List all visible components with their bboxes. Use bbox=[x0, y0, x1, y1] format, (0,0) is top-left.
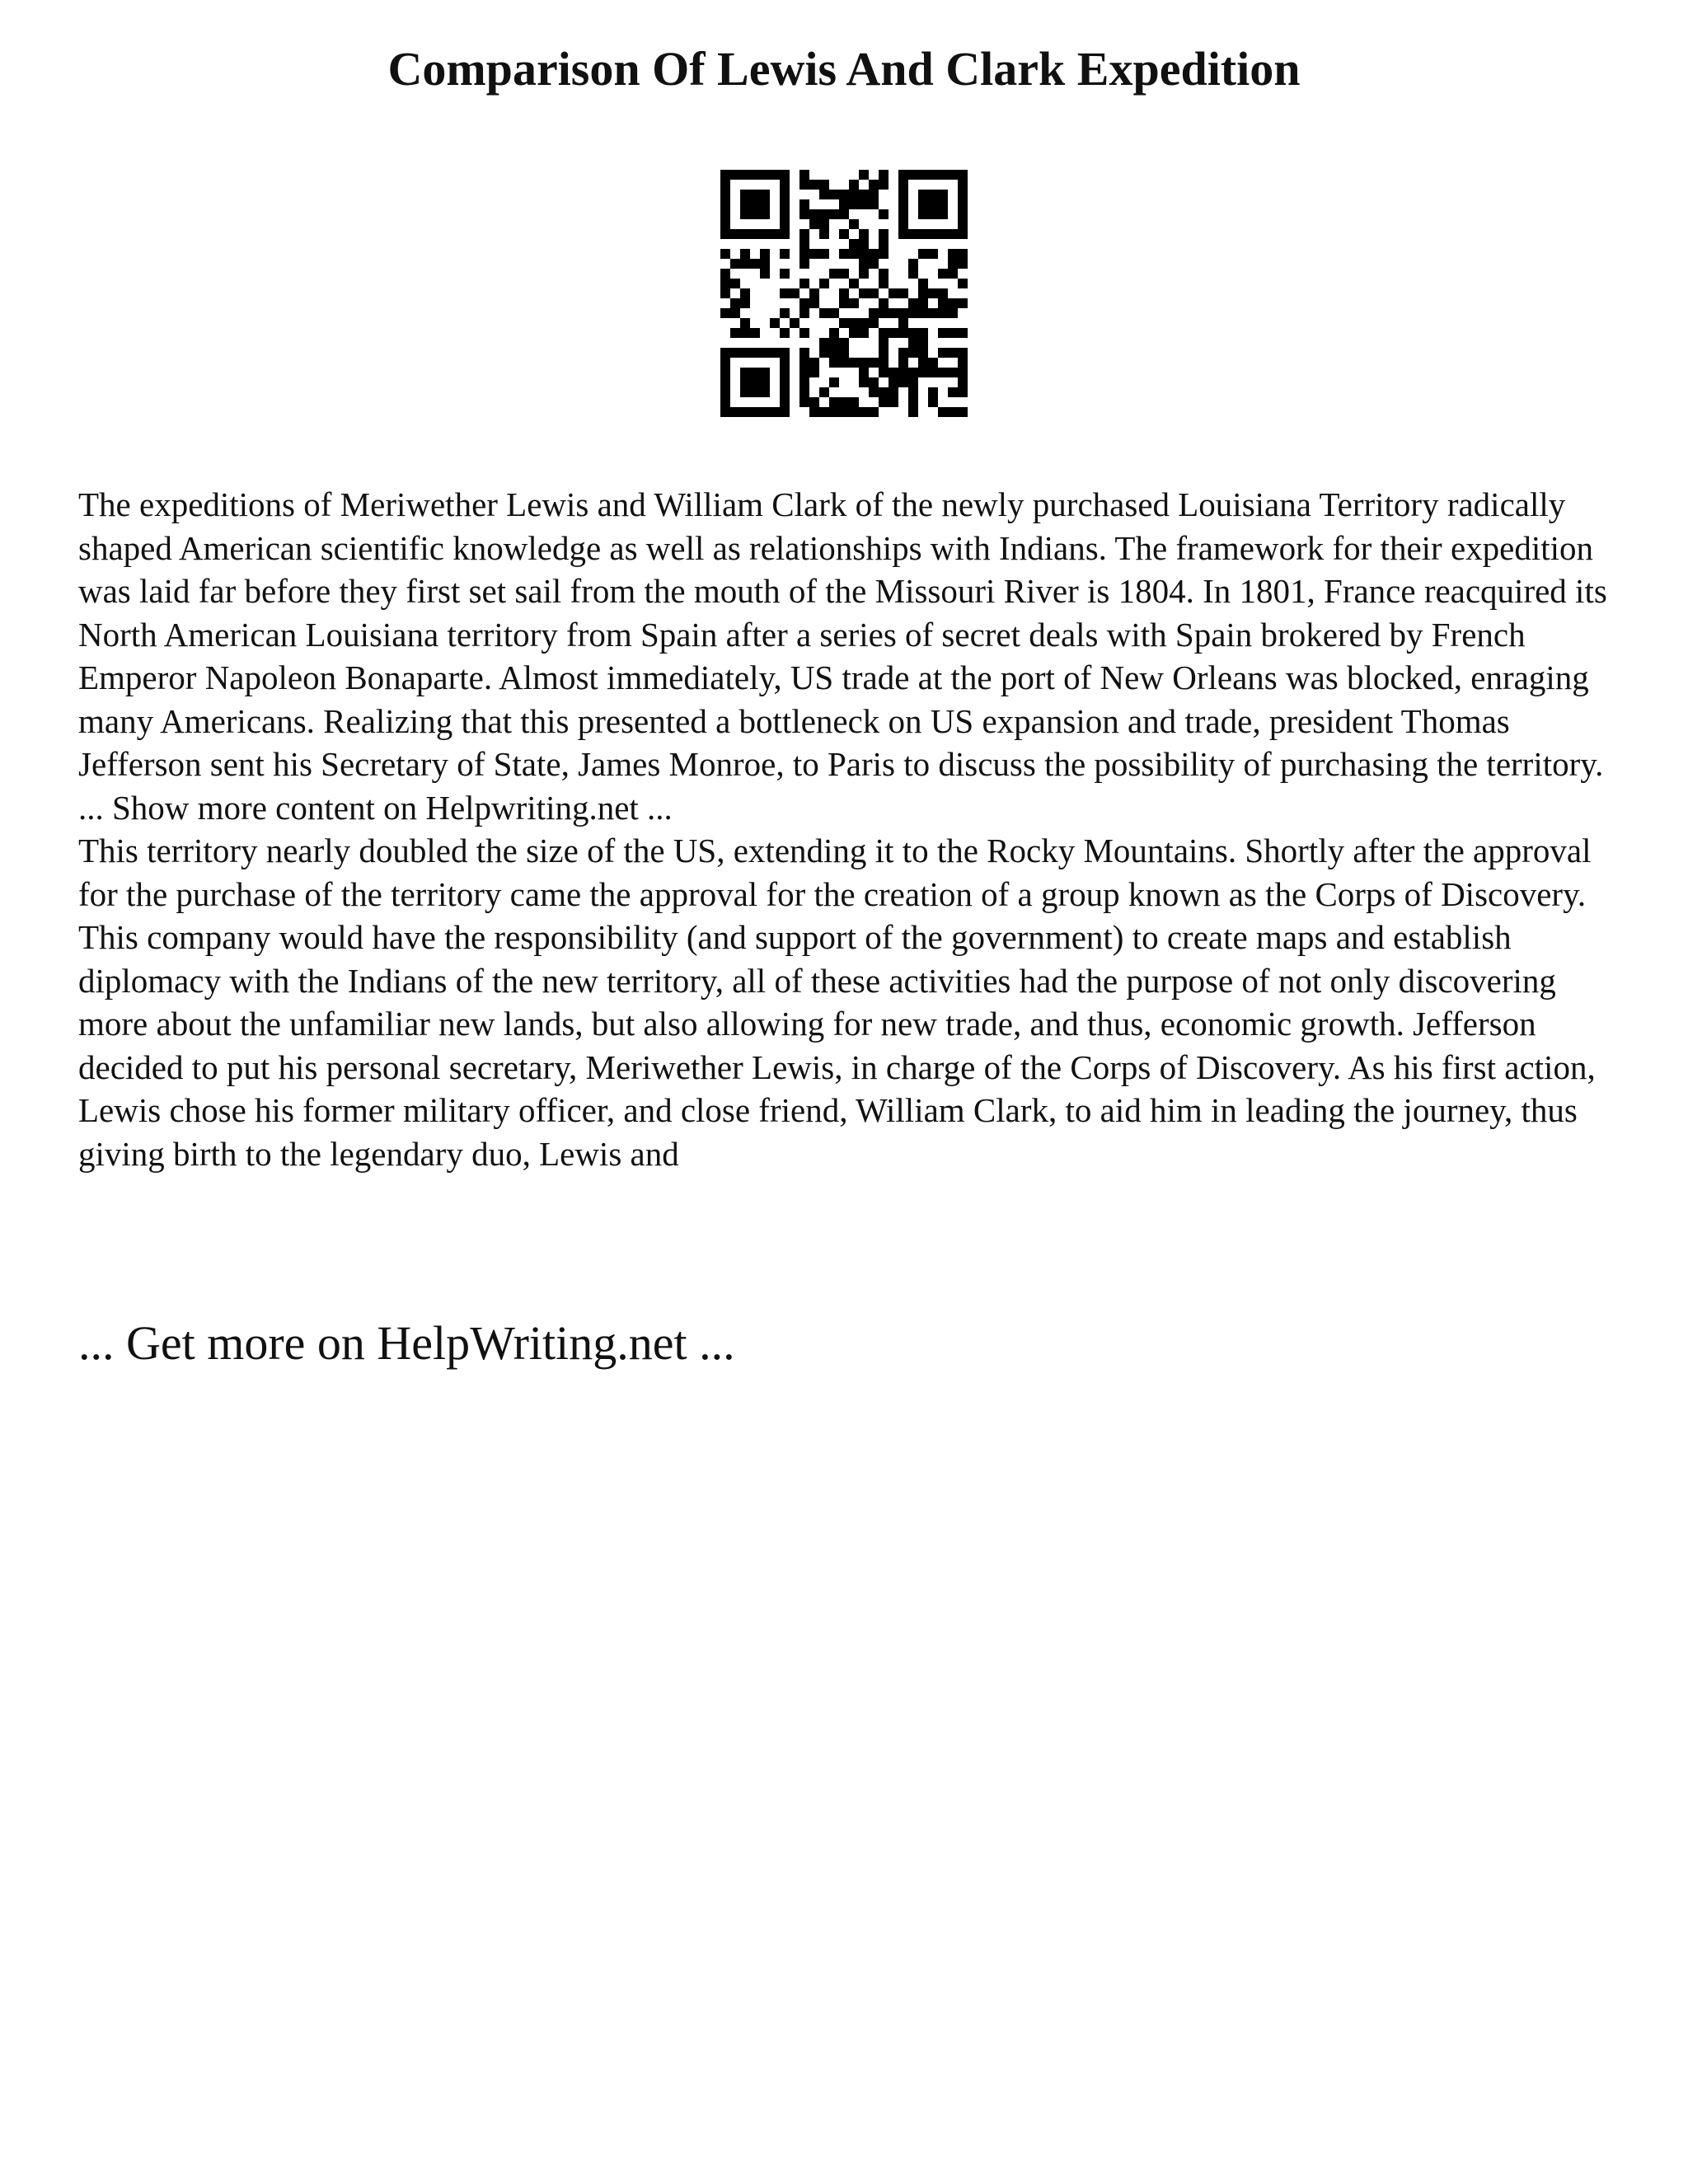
get-more-link[interactable]: ... Get more on HelpWriting.net ... bbox=[78, 1316, 735, 1370]
document-title: Comparison Of Lewis And Clark Expedition bbox=[387, 42, 1301, 96]
qr-code-icon[interactable] bbox=[720, 170, 968, 417]
paragraph-1: The expeditions of Meriwether Lewis and William Clark of the newly purchased Louisiana Territory radically shaped American scientific knowledge as well as relationships with Indians. The framework for their expedition was laid far before they first set sail from the mouth of the Missouri River is 1804. In 1801, France reacquired its North American Louisiana territory from Spain after a series of secret deals with Spain brokered by French Emperor Napoleon Bonaparte. Almost immediately, US trade at the port of New Orleans was blocked, enraging many Americans. Realizing that this presented a bottleneck on US expansion and trade, president Thomas Jefferson sent his Secretary of State, James Monroe, to Paris to discuss the possibility of purchasing the territory. ... Show more content on Helpwriting.net ... bbox=[78, 485, 1607, 827]
paragraph-2: This territory nearly doubled the size of the US, extending it to the Rocky Mountains. Shortly after the approval for the purchase of the territory came the approval for the creation of a group known as the Corps of Discovery. This company would have the responsibility (and support of the government) to create maps and establish diplomacy with the Indians of the new territory, all of these activities had the purpose of not only discovering more about the unfamiliar new lands, but also allowing for new trade, and thus, economic growth. Jefferson decided to put his personal secretary, Meriwether Lewis, in charge of the Corps of Discovery. As his first action, Lewis chose his former military officer, and close friend, William Clark, to aid him in leading the journey, thus giving birth to the legendary duo, Lewis and bbox=[78, 832, 1596, 1173]
article-body bbox=[78, 483, 1628, 1175]
